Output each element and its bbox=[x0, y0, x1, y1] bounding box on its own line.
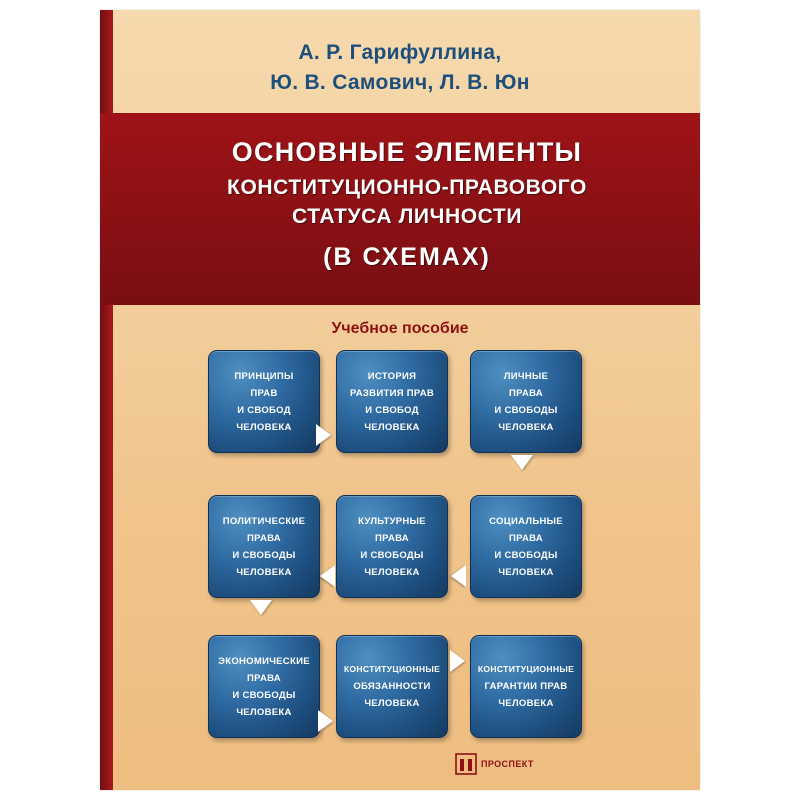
box-1-line-1: ПРИНЦИПЫ bbox=[234, 370, 294, 382]
box-5-line-4: ЧЕЛОВЕКА bbox=[364, 566, 420, 578]
box-7-line-1: ЭКОНОМИЧЕСКИЕ bbox=[218, 655, 310, 667]
publisher-logo bbox=[455, 752, 534, 776]
arrow-box4-to-box7-icon bbox=[250, 600, 272, 615]
box-3-line-4: ЧЕЛОВЕКА bbox=[498, 421, 554, 433]
arrow-box8-to-box9-icon bbox=[450, 650, 465, 672]
box-3-line-1: ЛИЧНЫЕ bbox=[503, 370, 549, 382]
scheme-box-history bbox=[336, 350, 448, 453]
scheme-box-political-rights bbox=[208, 495, 320, 598]
box-7-line-4: ЧЕЛОВЕКА bbox=[236, 706, 292, 718]
scheme-box-social-rights bbox=[470, 495, 582, 598]
box-4-line-4: ЧЕЛОВЕКА bbox=[236, 566, 292, 578]
scheme-box-constitutional-guarantees bbox=[470, 635, 582, 738]
title-line-1: ОСНОВНЫЕ ЭЛЕМЕНТЫ bbox=[231, 137, 583, 167]
author-line-1: А. Р. Гарифуллина, bbox=[298, 41, 502, 64]
box-4-line-3: И СВОБОДЫ bbox=[232, 549, 296, 561]
box-4-line-1: ПОЛИТИЧЕСКИЕ bbox=[222, 515, 306, 527]
box-6-line-3: И СВОБОДЫ bbox=[494, 549, 558, 561]
arrow-box3-to-box6-icon bbox=[511, 455, 533, 470]
box-3-line-3: И СВОБОДЫ bbox=[494, 404, 558, 416]
title-band bbox=[100, 113, 700, 305]
box-8-line-2: ОБЯЗАННОСТИ bbox=[353, 681, 431, 692]
box-3-line-2: ПРАВА bbox=[509, 387, 543, 399]
box-6-line-1: СОЦИАЛЬНЫЕ bbox=[489, 515, 563, 527]
box-6-line-4: ЧЕЛОВЕКА bbox=[498, 566, 554, 578]
box-5-line-2: ПРАВА bbox=[375, 532, 409, 544]
scheme-box-economic-rights bbox=[208, 635, 320, 738]
title-line-3: СТАТУСА ЛИЧНОСТИ bbox=[291, 205, 523, 228]
arrow-box6-to-box5-icon bbox=[451, 565, 466, 587]
box-4-line-2: ПРАВА bbox=[247, 532, 281, 544]
prospekt-mark-icon bbox=[455, 752, 477, 776]
box-5-line-1: КУЛЬТУРНЫЕ bbox=[358, 515, 426, 527]
box-7-line-2: ПРАВА bbox=[247, 672, 281, 684]
box-2-line-4: ЧЕЛОВЕКА bbox=[364, 421, 420, 433]
scheme-box-personal-rights bbox=[470, 350, 582, 453]
box-9-line-1: КОНСТИТУЦИОННЫЕ bbox=[477, 664, 575, 674]
arrow-box7-to-box8-icon bbox=[318, 710, 333, 732]
box-5-line-3: И СВОБОДЫ bbox=[360, 549, 424, 561]
scheme-box-constitutional-duties bbox=[336, 635, 448, 738]
box-9-line-3: ЧЕЛОВЕКА bbox=[498, 698, 554, 709]
box-8-line-1: КОНСТИТУЦИОННЫЕ bbox=[343, 664, 441, 674]
box-9-line-2: ГАРАНТИИ ПРАВ bbox=[484, 681, 568, 692]
scheme-box-principles bbox=[208, 350, 320, 453]
box-2-line-2: РАЗВИТИЯ ПРАВ bbox=[349, 387, 435, 399]
arrow-box1-to-box2-icon bbox=[316, 424, 331, 446]
box-1-line-4: ЧЕЛОВЕКА bbox=[236, 421, 292, 433]
scheme-diagram bbox=[208, 350, 600, 740]
author-names bbox=[100, 38, 700, 98]
box-2-line-1: ИСТОРИЯ bbox=[367, 370, 417, 382]
scheme-box-cultural-rights bbox=[336, 495, 448, 598]
box-7-line-3: И СВОБОДЫ bbox=[232, 689, 296, 701]
title-line-2: КОНСТИТУЦИОННО-ПРАВОВОГО bbox=[227, 176, 587, 199]
box-1-line-2: ПРАВ bbox=[250, 387, 278, 399]
box-8-line-3: ЧЕЛОВЕКА bbox=[364, 698, 420, 709]
title-line-4: (В СХЕМАХ) bbox=[323, 243, 491, 271]
arrow-box5-to-box4-icon bbox=[320, 565, 335, 587]
author-line-2: Ю. В. Самович, Л. В. Юн bbox=[270, 71, 530, 94]
book-cover bbox=[100, 10, 700, 790]
box-6-line-2: ПРАВА bbox=[509, 532, 543, 544]
publisher-name: ПРОСПЕКТ bbox=[481, 759, 534, 769]
box-1-line-3: И СВОБОД bbox=[237, 404, 291, 416]
subtitle: Учебное пособие bbox=[331, 320, 469, 337]
box-2-line-3: И СВОБОД bbox=[365, 404, 419, 416]
